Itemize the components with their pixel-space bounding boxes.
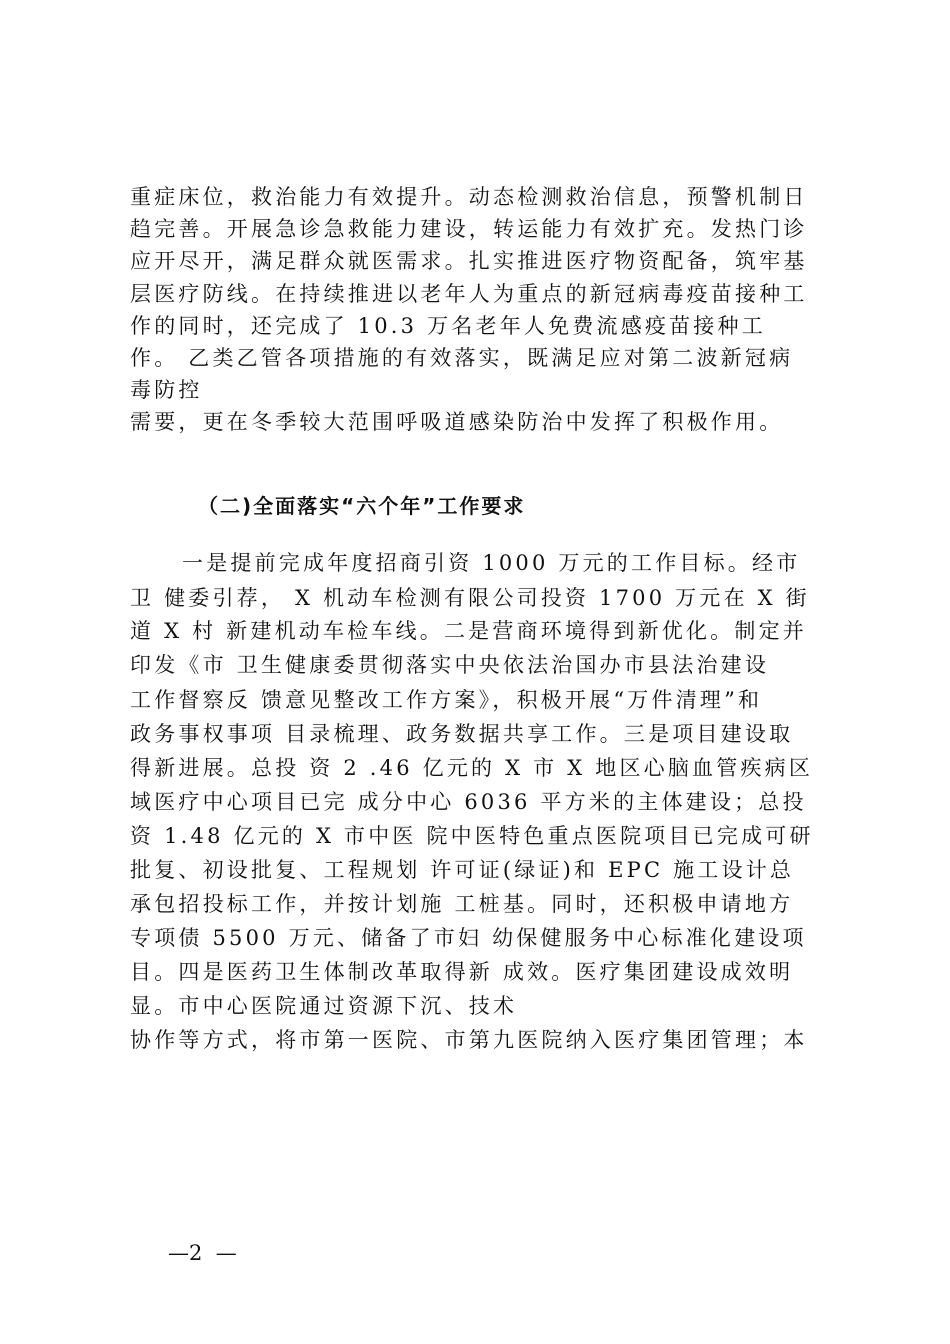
page-number: —2 — bbox=[168, 1241, 237, 1265]
paragraph-line: 专项债 5500 万元、储备了市妇 幼保健服务中心标准化建设项 bbox=[130, 926, 807, 950]
paragraph-line: 作的同时，还完成了 10.3 万名老年人免费流感疫苗接种工 bbox=[130, 314, 766, 338]
paragraph-line: 工作督察反 馈意见整改工作方案》，积极开展“万件清理”和 bbox=[130, 688, 763, 712]
paragraph-line: 趋完善。开展急诊急救能力建设，转运能力有效扩充。发热门诊 bbox=[130, 217, 808, 241]
paragraph-line: 得新进展。总投 资 2 .46 亿元的 X 市 X 地区心脑血管疾病区 bbox=[130, 756, 814, 780]
paragraph-line: 政务事权事项 目录梳理、政务数据共享工作。三是项目建设取 bbox=[130, 722, 794, 746]
paragraph-line: 层医疗防线。在持续推进以老年人为重点的新冠病毒疫苗接种工 bbox=[130, 282, 808, 306]
paragraph-line: 显。市中心医院通过资源下沉、技术 bbox=[130, 994, 518, 1018]
paragraph-line: 目。四是医药卫生体制改革取得新 成效。医疗集团建设成效明 bbox=[130, 960, 794, 984]
paragraph-line: 卫 健委引荐， X 机动车检测有限公司投资 1700 万元在 X 街 bbox=[130, 586, 810, 610]
paragraph-line: 一是提前完成年度招商引资 1000 万元的工作目标。经市 bbox=[182, 551, 801, 575]
paragraph-line: 资 1.48 亿元的 X 市中医 院中医特色重点医院项目已完成可研 bbox=[130, 824, 814, 848]
paragraph-line: 承包招投标工作，并按计划施 工桩基。同时，还积极申请地方 bbox=[130, 892, 794, 916]
paragraph-line: 域医疗中心项目已完 成分中心 6036 平方米的主体建设；总投 bbox=[130, 790, 807, 814]
paragraph-line: 批复、初设批复、工程规划 许可证(绿证)和 EPC 施工设计总 bbox=[130, 858, 795, 882]
paragraph-line: 印发《市 卫生健康委贯彻落实中央依法治国办市县法治建设 bbox=[130, 653, 770, 677]
paragraph-line: 毒防控 bbox=[130, 378, 203, 402]
paragraph-line: 道 X 村 新建机动车检车线。二是营商环境得到新优化。制定并 bbox=[130, 619, 807, 643]
section-heading: （二)全面落实“六个年”工作要求 bbox=[198, 494, 526, 518]
paragraph-line: 作。 乙类乙管各项措施的有效落实，既满足应对第二波新冠病 bbox=[130, 346, 794, 370]
paragraph-line: 重症床位，救治能力有效提升。动态检测救治信息，预警机制日 bbox=[130, 185, 808, 209]
paragraph-line: 需要，更在冬季较大范围呼吸道感染防治中发挥了积极作用。 bbox=[130, 410, 784, 434]
paragraph-line: 协作等方式，将市第一医院、市第九医院纳入医疗集团管理；本 bbox=[130, 1028, 808, 1052]
paragraph-line: 应开尽开，满足群众就医需求。扎实推进医疗物资配备，筑牢基 bbox=[130, 249, 808, 273]
